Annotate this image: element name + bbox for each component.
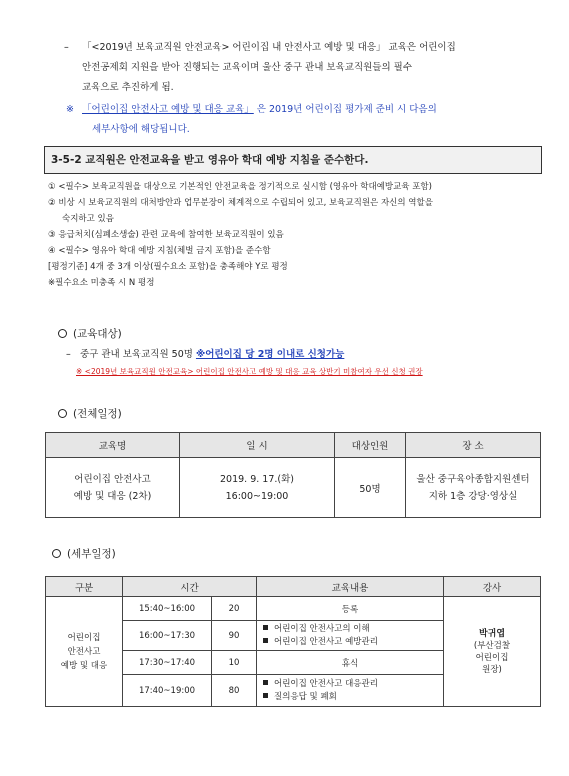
content-2-item-2-text: 어린이집 안전사고 예방관리 [274,636,378,647]
square-bullet-icon [263,638,268,643]
square-bullet-icon [263,693,268,698]
detail-instructor [444,597,541,707]
course-name-line2: 예방 및 대응 (2차) [73,490,152,502]
target-priority-note: ※ <2019년 보육교직원 안전교육> 어린이집 안전사고 예방 및 대응 교육 상반기 미참여자 우선 신청 권장 [76,367,423,376]
content-2-item-2 [263,636,443,649]
instructor-line4: 원장) [482,664,502,675]
criteria-title: 3-5-2 교직원은 안전교육을 받고 영유아 학대 예방 지침을 준수한다. [44,146,542,174]
circle-bullet-icon [52,549,61,558]
content-4-item-2 [263,691,443,704]
content-2-item-1-text: 어린이집 안전사고의 이해 [274,623,370,634]
detail-content-4 [257,675,444,707]
detail-minutes-4: 80 [212,675,257,707]
detail-content-2 [257,621,444,651]
overall-header-datetime: 일 시 [180,433,335,458]
square-bullet-icon [263,680,268,685]
overall-place [406,458,541,518]
course-date: 2019. 9. 17.(화) [220,473,294,485]
place-line2: 지하 1층 강당·영상실 [428,490,518,502]
content-4-item-1-text: 어린이집 안전사고 대응관리 [274,678,378,689]
criteria-note: ※필수요소 미충족 시 N 평정 [48,278,155,288]
square-bullet-icon [263,625,268,630]
intro-line1: 「<2019년 보육교직원 안전교육> 어린이집 내 안전사고 예방 및 대응」 교육은 어린이집 [82,42,456,53]
course-time: 16:00~19:00 [225,490,289,502]
instructor-line2: (부산검찰 [473,640,511,651]
overall-header-people: 대상인원 [335,433,406,458]
detail-time-1: 15:40~16:00 [123,597,212,621]
note-mark: ※ [66,104,74,115]
overall-course-name [46,458,180,518]
target-highlight: ※어린이집 당 2명 이내로 신청가능 [195,349,345,360]
detail-header-content: 교육내용 [257,577,444,597]
target-heading-text: (교육대상) [73,328,122,340]
detail-time-4: 17:40~19:00 [123,675,212,707]
target-dash: – [66,349,71,360]
detail-heading-text: (세부일정) [67,548,116,560]
detail-category [46,597,123,707]
category-line1: 어린이집 [67,632,101,643]
overall-schedule-table [45,432,541,518]
criteria-item-1: ① <필수> 보육교직원을 대상으로 기본적인 안전교육을 정기적으로 실시함 (영유아 학대예방교육 포함) [48,182,432,192]
eval-note-line2: 세부사항에 해당됩니다. [92,124,190,135]
detail-time-3: 17:30~17:40 [123,651,212,675]
eval-note-rest: 은 2019년 어린이집 평가제 준비 시 다음의 [256,104,437,115]
target-line [80,345,344,364]
intro-line3: 교육으로 추진하게 됨. [82,82,174,93]
content-4-item-2-text: 질의응답 및 폐회 [274,691,337,702]
detail-minutes-2: 90 [212,621,257,651]
detail-header-category: 구분 [46,577,123,597]
detail-header-instructor: 강사 [444,577,541,597]
overall-header-name: 교육명 [46,433,180,458]
circle-bullet-icon [58,329,67,338]
overall-heading-text: (전체일정) [73,408,122,420]
criteria-standard: [평정기준] 4개 중 3개 이상(필수요소 포함)을 충족해야 Y로 평정 [48,262,288,272]
content-4-item-1 [263,678,443,691]
detail-minutes-3: 10 [212,651,257,675]
detail-minutes-1: 20 [212,597,257,621]
place-line1: 울산 중구육아종합지원센터 [416,473,530,485]
overall-header-place: 장 소 [406,433,541,458]
eval-note-underlined: 「어린이집 안전사고 예방 및 대응 교육」 [82,104,254,115]
circle-bullet-icon [58,409,67,418]
intro-dash: – [64,42,69,53]
instructor-name: 박귀엽 [478,628,506,639]
detail-schedule-table [45,576,541,707]
target-text: 중구 관내 보육교직원 50명 [80,349,193,360]
instructor-line3: 어린이집 [475,652,509,663]
overall-datetime [180,458,335,518]
category-line2: 안전사고 [67,646,101,657]
criteria-item-2: ② 비상 시 보육교직원의 대처방안과 업무분장이 체계적으로 수립되어 있고, 보육교직원은 자신의 역할을 [48,198,433,208]
eval-note [82,100,552,119]
target-heading [58,326,122,342]
detail-header-time: 시간 [123,577,257,597]
intro-line2: 안전공제회 지원을 받아 진행되는 교육이며 울산 중구 관내 보육교직원들의 필수 [82,62,413,73]
detail-time-2: 16:00~17:30 [123,621,212,651]
overall-people: 50명 [335,458,406,518]
detail-heading [52,546,116,562]
content-2-item-1 [263,623,443,636]
detail-content-3: 휴식 [257,651,444,675]
detail-content-1: 등록 [257,597,444,621]
criteria-item-3: ③ 응급처치(심폐소생술) 관련 교육에 참여한 보육교직원이 있음 [48,230,284,240]
course-name-line1: 어린이집 안전사고 [74,473,151,485]
criteria-item-2-cont: 숙지하고 있음 [62,214,114,224]
category-line3: 예방 및 대응 [60,660,108,671]
criteria-item-4: ④ <필수> 영유아 학대 예방 지침(체벌 금지 포함)을 준수함 [48,246,271,256]
overall-heading [58,406,122,422]
